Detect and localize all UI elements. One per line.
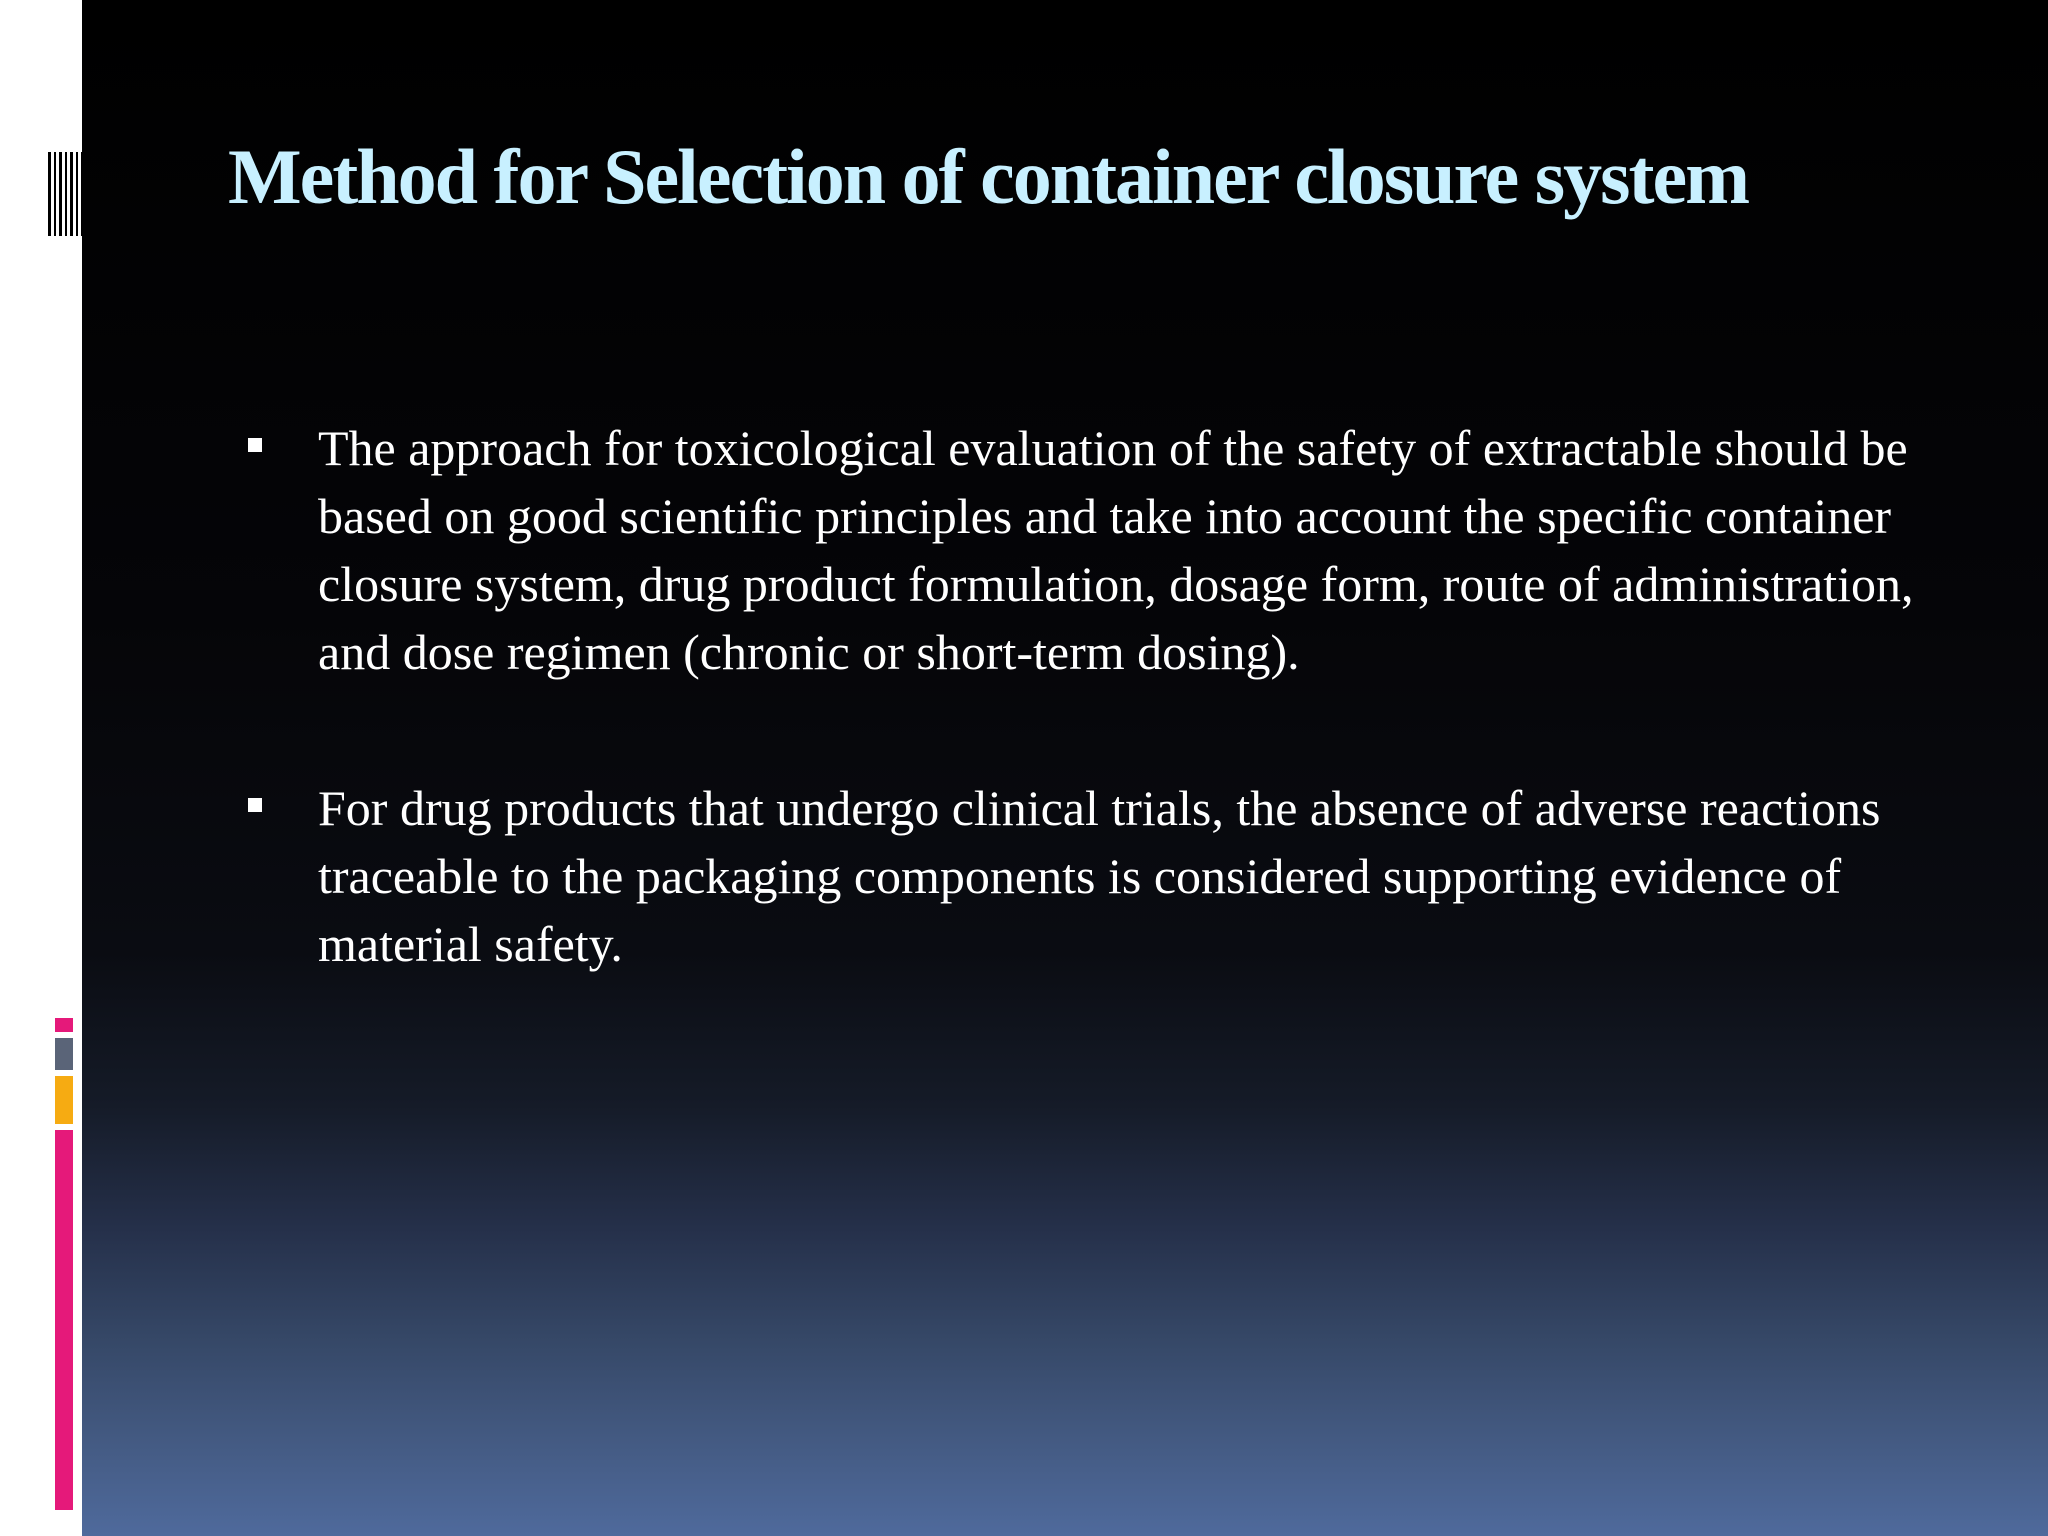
slate-bar [55,1038,73,1070]
pink-bar-small [55,1018,73,1032]
bullet-item [230,414,1930,686]
slide-title: Method for Selection of container closure system [228,133,1749,220]
bullet-item [230,774,1930,978]
orange-bar [55,1076,73,1124]
square-bullet-icon [248,798,262,812]
left-decorative-strip [0,0,82,1536]
bullet-text: For drug products that undergo clinical trials, the absence of adverse reactions traceable to the packaging components is considered supporting evidence of material safety. [318,780,1881,972]
square-bullet-icon [248,438,262,452]
bullet-list [230,414,1930,978]
bullet-text: The approach for toxicological evaluation of the safety of extractable should be based on good scientific principles and take into account the specific container closure system, drug product formulation, dosage form, route of administration, and dose regimen (chronic or short-term dosing). [318,420,1914,680]
barcode-decoration [48,152,82,236]
pink-bar-long [55,1130,73,1510]
